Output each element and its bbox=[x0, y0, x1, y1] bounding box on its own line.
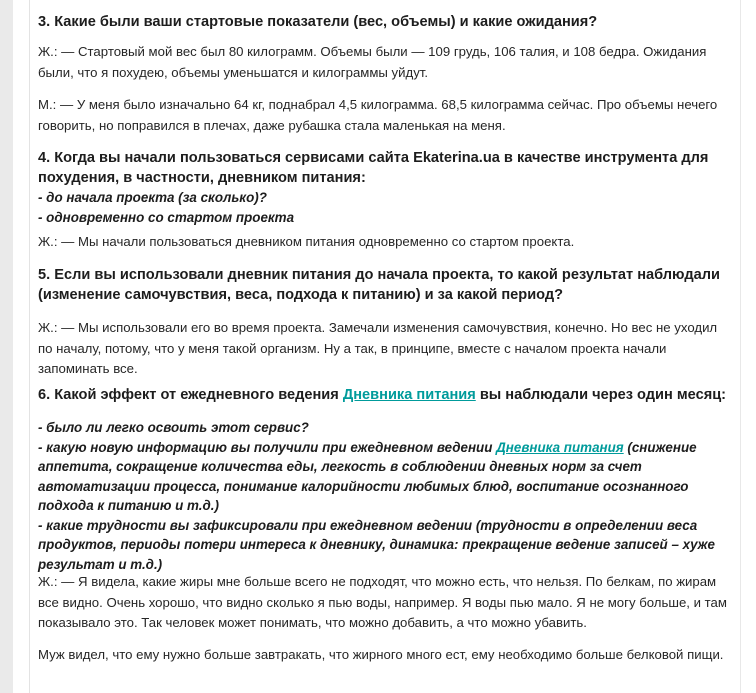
question-6-subitem-2-after-link: (снижение аппетита, сокращение количества еды, легкость в соблюдении дневных норм за счет автоматизации процесса, понимание калорийности любимых блюд, воспитание осознанного подхода к питанию и т.д.) bbox=[38, 439, 697, 513]
answer-5-female-block bbox=[38, 318, 732, 380]
interview-article-body bbox=[38, 0, 732, 693]
question-4-subitems bbox=[38, 188, 732, 227]
answer-6-husband-text: Муж видел, что ему нужно больше завтракать, что жирного много ест, ему необходимо больше белковой пищи. bbox=[38, 647, 724, 662]
question-5-block bbox=[38, 265, 732, 305]
food-diary-link-secondary[interactable]: Дневника питания bbox=[496, 439, 624, 455]
answer-3-male-block bbox=[38, 95, 732, 136]
answer-4-female-block bbox=[38, 232, 732, 253]
question-3-block bbox=[38, 12, 732, 32]
food-diary-link[interactable]: Дневника питания bbox=[342, 387, 476, 403]
question-4-heading: 4. Когда вы начали пользоваться сервисами сайта Ekaterina.ua в качестве инструмента для похудения, в частности, дневником питания: bbox=[38, 150, 709, 186]
question-6-text-before-link: 6. Какой эффект от ежедневного ведения bbox=[38, 387, 343, 403]
question-6-heading bbox=[38, 385, 732, 405]
question-6-subitem-1: - было ли легко освоить этот сервис? bbox=[38, 420, 309, 435]
question-6-block bbox=[38, 385, 732, 405]
answer-4-female-text: Ж.: — Мы начали пользоваться дневником питания одновременно со стартом проекта. bbox=[38, 234, 575, 249]
question-4-subitem-2: - одновременно со стартом проекта bbox=[38, 209, 295, 225]
question-6-subitems bbox=[38, 418, 732, 574]
question-6-subitem-2-before-link: - какую новую информацию вы получили при ежедневном ведении bbox=[38, 439, 497, 455]
answer-3-female-block bbox=[38, 42, 732, 83]
answer-3-female-text: Ж.: — Стартовый мой вес был 80 килограмм. Объемы были — 109 грудь, 106 талия, и 108 бедра. Ожидания были, что я похудею, объемы уменьшатся и килограммы уйдут. bbox=[38, 44, 707, 80]
question-6-subitem-2 bbox=[38, 438, 732, 516]
left-content-rule bbox=[29, 0, 30, 693]
question-4-block bbox=[38, 148, 732, 188]
question-5-heading: 5. Если вы использовали дневник питания до начала проекта, то какой результат наблюдали (изменение самочувствия, веса, подхода к питанию) и за какой период? bbox=[38, 267, 720, 303]
left-gutter-strip bbox=[0, 0, 13, 693]
answer-6-female-text: Ж.: — Я видела, какие жиры мне больше всего не подходят, что можно есть, что нельзя. По белкам, по жирам все видно. Очень хорошо, что видно сколько я пью воды, например. Я воды пью мало. Я не могу больше, и там показывало это. Так человек может понимать, что можно добавить, а что можно убавить. bbox=[38, 574, 727, 630]
answer-6-female-block bbox=[38, 572, 732, 634]
answer-6-husband-block bbox=[38, 645, 732, 666]
question-4-subitem-1: - до начала проекта (за сколько)? bbox=[38, 190, 267, 205]
answer-3-male-text: М.: — У меня было изначально 64 кг, поднабрал 4,5 килограмма. 68,5 килограмма сейчас. Про объемы нечего говорить, но поправился в плечах, даже рубашка стала маленькая на меня. bbox=[38, 97, 718, 133]
answer-5-female-text: Ж.: — Мы использовали его во время проекта. Замечали изменения самочувствия, конечно. Но вес не уходил по началу, потому, что у меня такой организм. Ну а так, в принципе, вместе с началом проекта начали запоминать все. bbox=[38, 320, 718, 376]
question-3-heading: 3. Какие были ваши стартовые показатели (вес, объемы) и какие ожидания? bbox=[38, 14, 598, 30]
question-6-subitem-3: - какие трудности вы зафиксировали при ежедневном ведении (трудности в определении веса продуктов, периоды потери интереса к дневнику, динамика: прекращение ведение записей – хуже результат и т.д.) bbox=[38, 517, 715, 572]
question-6-text-after-link: вы наблюдали через один месяц: bbox=[475, 387, 727, 403]
right-content-rule bbox=[740, 0, 741, 693]
